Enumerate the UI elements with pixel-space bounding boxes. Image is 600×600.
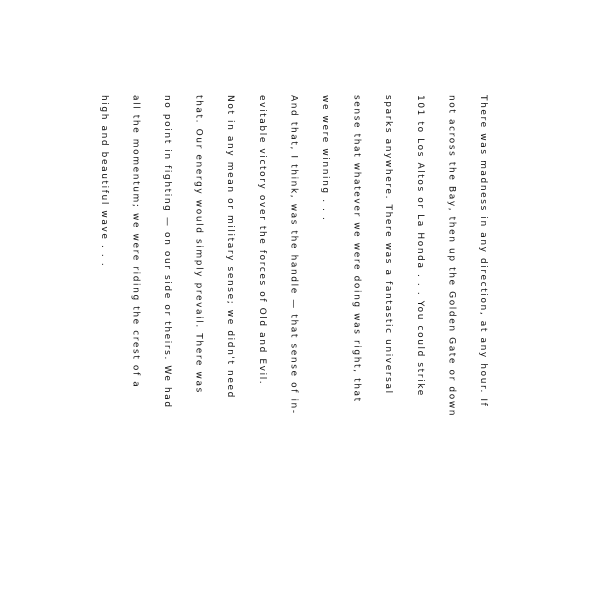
text-column: all the momentum; we were riding the crest of a — [130, 95, 141, 389]
text-column: we were winning . . . — [320, 95, 330, 222]
text-column: And that, I think, was the handle — that sense of in- — [288, 95, 299, 415]
text-column: not across the Bay, then up the Golden Gate or down — [446, 95, 457, 418]
text-column: 101 to Los Altos or La Honda . . . You could strike — [414, 95, 425, 397]
text-column: evitable victory over the forces of Old and Evil. — [256, 95, 267, 386]
text-column: Not in any mean or military sense; we didn't need — [225, 95, 236, 399]
text-column: sense that whatever we were doing was right, that — [351, 95, 362, 403]
text-column: sparks anywhere. There was a fantastic universal — [383, 95, 394, 395]
text-column: no point in fighting — on our side or theirs. We had — [162, 95, 172, 409]
text-column: that. Our energy would simply prevail. There was — [193, 95, 204, 394]
text-column: There was madness in any direction, at any hour. If — [478, 95, 488, 408]
text-column: high and beautiful wave . . . — [98, 95, 109, 268]
